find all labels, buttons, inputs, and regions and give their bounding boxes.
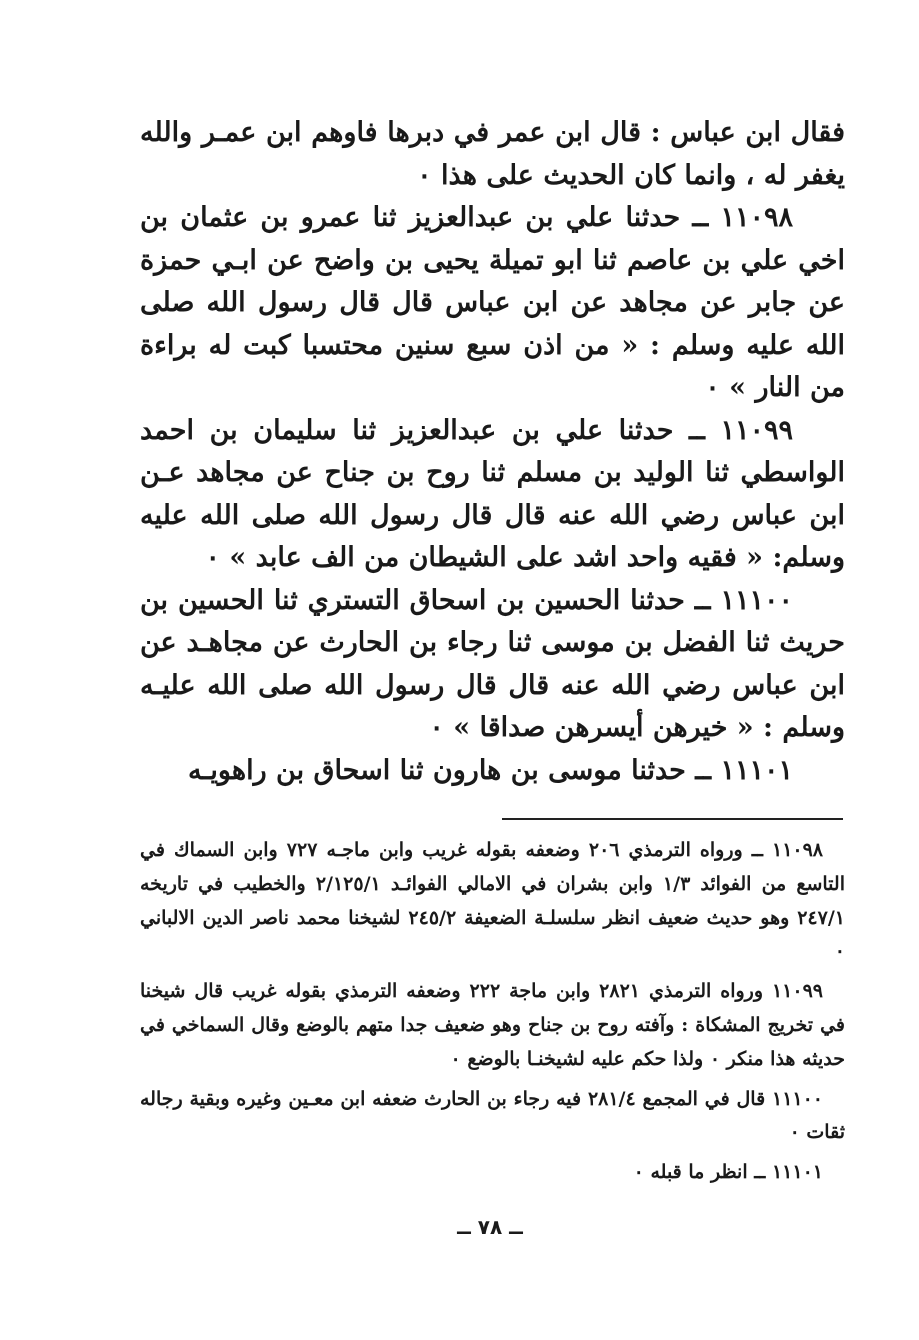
footnote-11099: ١١٠٩٩ ورواه الترمذي ٢٨٢١ وابن ماجة ٢٢٢ وضعفه الترمذي بقوله غريب قال شيخنا في تخريج المشكاة : وآفته روح بن جناح وهو ضعيف جدا متهم بالوضع وقال السماخي في حديثه هذا منكر ٠ ولذا حكم عليه لشيخنـا بالوضع ٠ <box>140 980 845 1070</box>
hadith-11100: ١١١٠٠ ــ حدثنا الحسين بن اسحاق التستري ثنا الحسين بن حريث ثنا الفضل بن موسى ثنا رجاء بن الحارث عن مجاهـد عن ابن عباس رضي الله عنه قال قال رسول الله صلى الله عليـه وسلم : « خيرهن أيسرهن صداقا » ٠ <box>140 584 845 743</box>
footnote-divider <box>502 818 843 820</box>
main-text <box>140 112 845 792</box>
footnote-11101: ١١١٠١ ــ انظر ما قبله ٠ <box>633 1161 823 1184</box>
page-number: ــ ٧٨ ــ <box>457 1215 523 1239</box>
footnote-11100: ١١١٠٠ قال في المجمع ٢٨١/٤ فيه رجاء بن الحارث ضعفه ابن معـين وغيره وبقية رجاله ثقات ٠ <box>140 1087 845 1144</box>
hadith-11098: ١١٠٩٨ ــ حدثنا علي بن عبدالعزيز ثنا عمرو بن عثمان بن اخي علي بن عاصم ثنا ابو تميلة يحيى بن واضح عن ابـي حمزة عن جابر عن مجاهد عن ابن عباس قال قال رسول الله صلى الله عليه وسلم : « من اذن سبع سنين محتسبا كبت له براءة من النار » ٠ <box>140 202 845 403</box>
hadith-11099: ١١٠٩٩ ــ حدثنا علي بن عبدالعزيز ثنا سليمان بن احمد الواسطي ثنا الوليد بن مسلم ثنا روح بن جناح عن مجاهد عـن ابن عباس رضي الله عنه قال قال رسول الله صلى الله عليه وسلم: « فقيه واحد اشد على الشيطان من الف عابد » ٠ <box>140 414 845 573</box>
paragraph-continuation: فقال ابن عباس : قال ابن عمر في دبرها فاوهم ابن عمـر والله يغفر له ، وانما كان الحديث على هذا ٠ <box>140 117 845 191</box>
footnote-11098: ١١٠٩٨ ــ ورواه الترمذي ٢٠٦ وضعفه بقوله غريب وابن ماجـه ٧٢٧ وابن السماك في التاسع من الفوائد ١/٣ وابن بشران في الامالي الفوائـد ٢/١٢٥/١ والخطيب في تاريخه ٢٤٧/١ وهو حديث ضعيف انظر سلسلـة الضعيفة ٢٤٥/٢ لشيخنا محمد ناصر الدين الالباني ٠ <box>140 839 845 963</box>
footnotes <box>140 834 845 1196</box>
hadith-11101: ١١١٠١ ــ حدثنا موسى بن هارون ثنا اسحاق بن راهويـه <box>188 754 793 786</box>
